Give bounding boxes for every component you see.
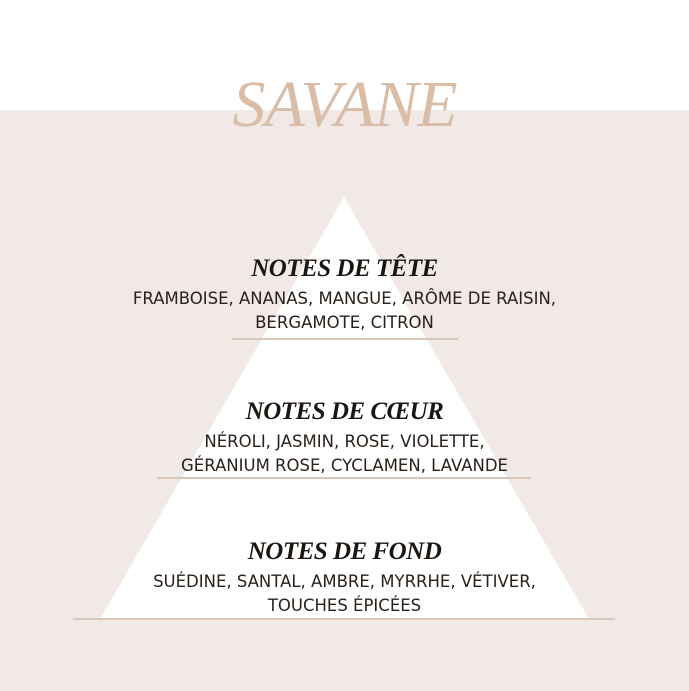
notes-line: TOUCHES ÉPICÉES	[267, 596, 422, 615]
notes-line: GÉRANIUM ROSE, CYCLAMEN, LAVANDE	[181, 456, 508, 475]
divider-rule	[232, 338, 458, 340]
notes-line: FRAMBOISE, ANANAS, MANGUE, ARÔME DE RAISIN,	[132, 289, 557, 308]
page-title: SAVANE	[232, 68, 457, 141]
notes-line: SUÉDINE, SANTAL, AMBRE, MYRRHE, VÉTIVER,	[153, 572, 536, 591]
divider-rule	[73, 618, 615, 620]
section-base-notes	[0, 539, 689, 618]
section-heart-notes	[0, 399, 689, 478]
section-heading: NOTES DE FOND	[247, 538, 442, 565]
divider-rule	[157, 477, 531, 479]
notes-line: BERGAMOTE, CITRON	[255, 313, 434, 332]
section-notes	[0, 430, 689, 478]
section-heading: NOTES DE CŒUR	[245, 398, 444, 425]
section-heading: NOTES DE TÊTE	[251, 255, 438, 282]
section-notes	[0, 570, 689, 618]
section-notes	[0, 287, 689, 335]
section-top-notes	[0, 256, 689, 335]
notes-line: NÉROLI, JASMIN, ROSE, VIOLETTE,	[204, 432, 485, 451]
